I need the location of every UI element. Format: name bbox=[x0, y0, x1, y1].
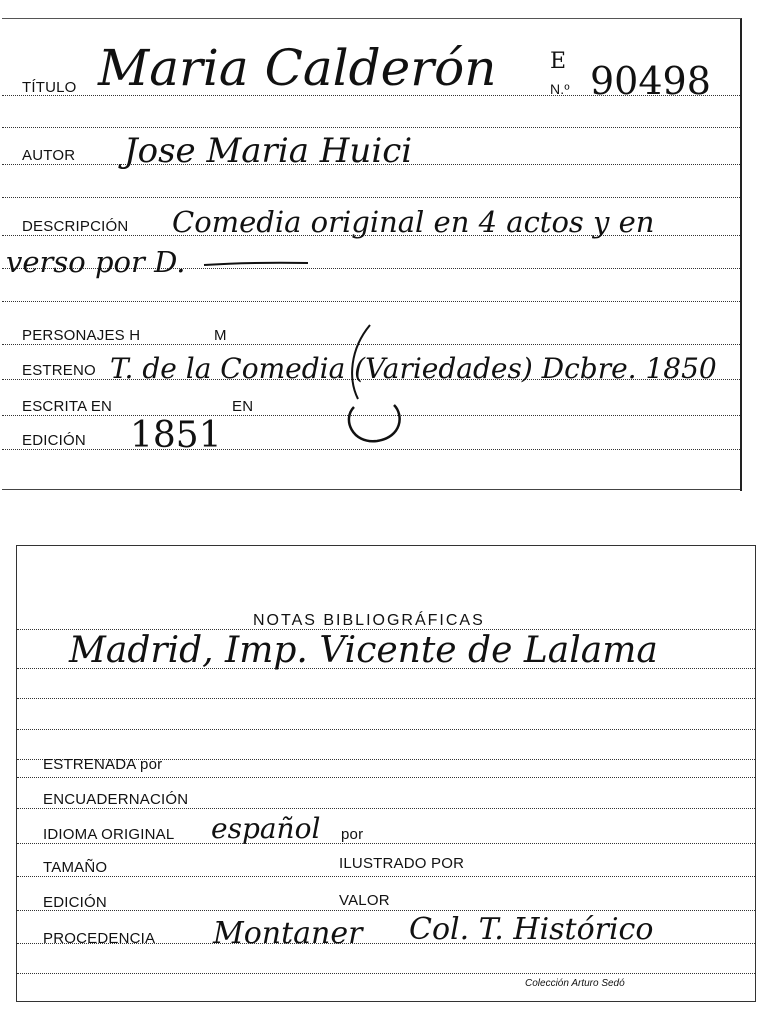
binder-hole-mark bbox=[332, 319, 412, 449]
rule bbox=[17, 698, 755, 699]
rule bbox=[2, 301, 740, 302]
procedencia-label: PROCEDENCIA bbox=[43, 930, 156, 947]
estrenada-label: ESTRENADA por bbox=[43, 756, 163, 773]
rule bbox=[17, 777, 755, 778]
rule bbox=[2, 127, 740, 128]
rule bbox=[17, 729, 755, 730]
idioma-value: español bbox=[211, 812, 321, 845]
escrita-label: ESCRITA EN bbox=[22, 398, 113, 415]
edicion-label: EDICIÓN bbox=[22, 432, 86, 449]
descripcion-value-line2: verso por D. bbox=[6, 245, 186, 279]
autor-label: AUTOR bbox=[22, 147, 76, 164]
notas-value: Madrid, Imp. Vicente de Lalama bbox=[69, 630, 658, 671]
rule bbox=[2, 449, 740, 450]
rule bbox=[17, 876, 755, 877]
personajes-m-label: M bbox=[214, 327, 227, 344]
catalog-card-front bbox=[2, 18, 742, 491]
numero-label: N.º bbox=[550, 81, 570, 97]
titulo-label: TÍTULO bbox=[22, 79, 77, 96]
procedencia-value: Montaner bbox=[213, 916, 363, 951]
underline-stroke bbox=[202, 259, 312, 269]
estreno-label: ESTRENO bbox=[22, 362, 96, 379]
notas-heading: NOTAS BIBLIOGRÁFICAS bbox=[253, 612, 485, 629]
encuadernacion-label: ENCUADERNACIÓN bbox=[43, 791, 189, 808]
rule bbox=[17, 808, 755, 809]
descripcion-label: DESCRIPCIÓN bbox=[22, 218, 129, 235]
escrita-en-label: EN bbox=[232, 398, 254, 415]
catalog-card-back bbox=[16, 545, 756, 1002]
valor-label: VALOR bbox=[339, 892, 390, 909]
numero-prefix: E bbox=[550, 49, 567, 74]
estreno-value: T. de la Comedia (Variedades) Dcbre. 1850 bbox=[110, 352, 717, 385]
collection-footer: Colección Arturo Sedó bbox=[525, 978, 625, 989]
coleccion-value: Col. T. Histórico bbox=[409, 912, 654, 947]
titulo-value: Maria Calderón bbox=[98, 39, 497, 97]
autor-value: Jose Maria Huici bbox=[124, 131, 413, 171]
tamano-label: TAMAÑO bbox=[43, 859, 108, 876]
personajes-label: PERSONAJES H bbox=[22, 327, 141, 344]
idioma-label: IDIOMA ORIGINAL bbox=[43, 826, 175, 843]
rule bbox=[2, 197, 740, 198]
rule bbox=[17, 910, 755, 911]
rule bbox=[17, 843, 755, 844]
edicion-label: EDICIÓN bbox=[43, 894, 107, 911]
idioma-por-label: por bbox=[341, 826, 364, 843]
rule bbox=[17, 973, 755, 974]
ilustrado-label: ILUSTRADO POR bbox=[339, 855, 465, 872]
card-bottom-edge bbox=[2, 489, 740, 490]
edicion-value: 1851 bbox=[130, 415, 222, 456]
descripcion-value-line1: Comedia original en 4 actos y en bbox=[172, 205, 655, 239]
numero-value: 90498 bbox=[590, 59, 711, 103]
